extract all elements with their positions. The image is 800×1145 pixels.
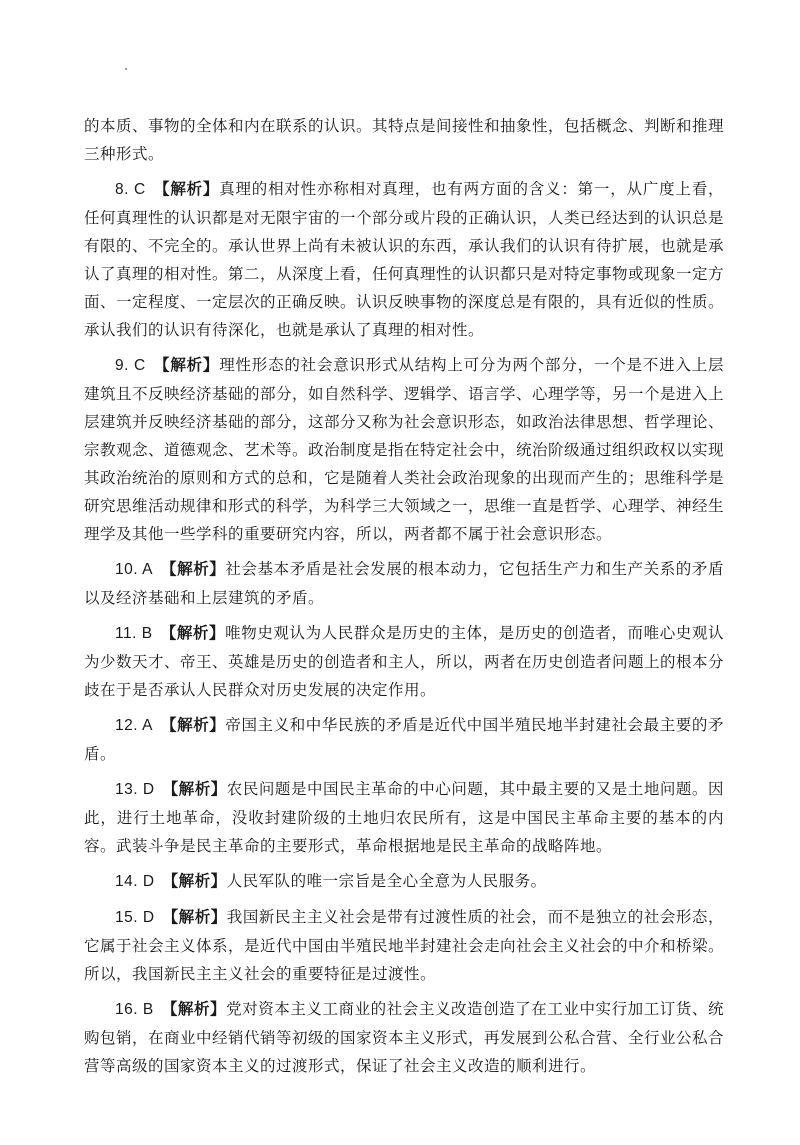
answer-item-14 (84, 867, 724, 896)
analysis-text: 党对资本主义工商业的社会主义改造创造了在工业中实行加工订货、统购包销，在商业中经销代销等初级的国家资本主义形式，再发展到公私合营、全行业公私合营等高级的国家资本主义的过渡形式，保证了社会主义改造的顺利进行。 (84, 1000, 725, 1075)
answer-number: 13. D (115, 781, 155, 798)
analysis-tag: 【解析】 (162, 908, 227, 926)
analysis-text: 农民问题是中国民主革命的中心问题，其中最主要的又是土地问题。因此，进行土地革命，没收封建阶级的土地归农民所有，这是中国民主革命主要的基本的内容。武装斗争是民主革命的主要形式，革命根据地是民主革命的战略阵地。 (84, 780, 724, 855)
analysis-tag: 【解析】 (162, 872, 227, 890)
analysis-tag: 【解析】 (160, 716, 226, 734)
analysis-tag: 【解析】 (153, 180, 220, 198)
answer-number: 12. A (115, 717, 153, 734)
analysis-text: 社会基本矛盾是社会发展的根本动力，它包括生产力和生产关系的矛盾以及经济基础和上层建筑的矛盾。 (84, 560, 724, 607)
answer-number: 14. D (115, 873, 155, 890)
answer-number: 11. B (115, 625, 153, 642)
answer-item-8 (84, 175, 724, 344)
analysis-text: 理性形态的社会意识形式从结构上可分为两个部分，一个是不进入上层建筑且不反映经济基础的部分，如自然科学、逻辑学、语言学、心理学等，另一个是进入上层建筑并反映经济基础的部分，这部分又称为社会意识形态，如政治法律思想、哲学理论、宗教观念、道德观念、艺术等。政治制度是指在特定社会中，统治阶级通过组织政权以实现其政治统治的原则和方式的总和，它是随着人类社会政治现象的出现而产生的；思维科学是研究思维活动规律和形式的科学，为科学三大领域之一，思维一直是哲学、心理学、神经生理学及其他一些学科的重要研究内容，所以，两者都不属于社会意识形态。 (84, 356, 725, 543)
analysis-tag: 【解析】 (160, 624, 226, 642)
analysis-text: 真理的相对性亦称相对真理，也有两方面的含义：第一，从广度上看，任何真理性的认识都是对无限宇宙的一个部分或片段的正确认识，人类已经达到的认识总是有限的、不完全的。承认世界上尚有未被认识的东西，承认我们的认识有待扩展，也就是承认了真理的相对性。第二，从深度上看，任何真理性的认识都只是对特定事物或现象一定方面、一定程度、一定层次的正确反映。认识反映事物的深度总是有限的，具有近似的性质。承认我们的认识有待深化，也就是承认了真理的相对性。 (84, 180, 725, 339)
answer-number: 9. C (115, 357, 146, 374)
answer-item-9 (84, 351, 724, 548)
answer-item-11 (84, 619, 724, 704)
intro-paragraph: 的本质、事物的全体和内在联系的认识。其特点是间接性和抽象性，包括概念、判断和推理三种形式。 (84, 117, 725, 163)
answer-item-15 (84, 903, 724, 988)
document-body (84, 112, 724, 1087)
analysis-text: 我国新民主主义社会是带有过渡性质的社会，而不是独立的社会形态，它属于社会主义体系，是近代中国由半殖民地半封建社会走向社会主义社会的中介和桥梁。所以，我国新民主主义社会的重要特征是过渡性。 (84, 908, 725, 983)
analysis-text: 唯物史观认为人民群众是历史的主体，是历史的创造者，而唯心史观认为少数天才、帝王、英雄是历史的创造者和主人，所以，两者在历史创造者问题上的根本分歧在于是否承认人民群众对历史发展的决定作用。 (84, 624, 725, 699)
analysis-text: 人民军队的唯一宗旨是全心全意为人民服务。 (226, 872, 547, 890)
answer-number: 10. A (115, 561, 153, 578)
answer-item-13 (84, 775, 724, 860)
analysis-text: 帝国主义和中华民族的矛盾是近代中国半殖民地半封建社会最主要的矛盾。 (84, 716, 724, 763)
answer-item-16 (84, 995, 724, 1080)
scan-speck (125, 68, 127, 70)
answer-number: 8. C (115, 181, 146, 198)
analysis-tag: 【解析】 (162, 780, 227, 798)
answer-number: 15. D (115, 909, 155, 926)
analysis-tag: 【解析】 (160, 560, 226, 578)
answer-item-10 (84, 555, 724, 612)
answer-item-12 (84, 711, 724, 768)
answer-number: 16. B (115, 1001, 154, 1018)
analysis-tag: 【解析】 (161, 1000, 227, 1018)
analysis-tag: 【解析】 (153, 356, 220, 374)
